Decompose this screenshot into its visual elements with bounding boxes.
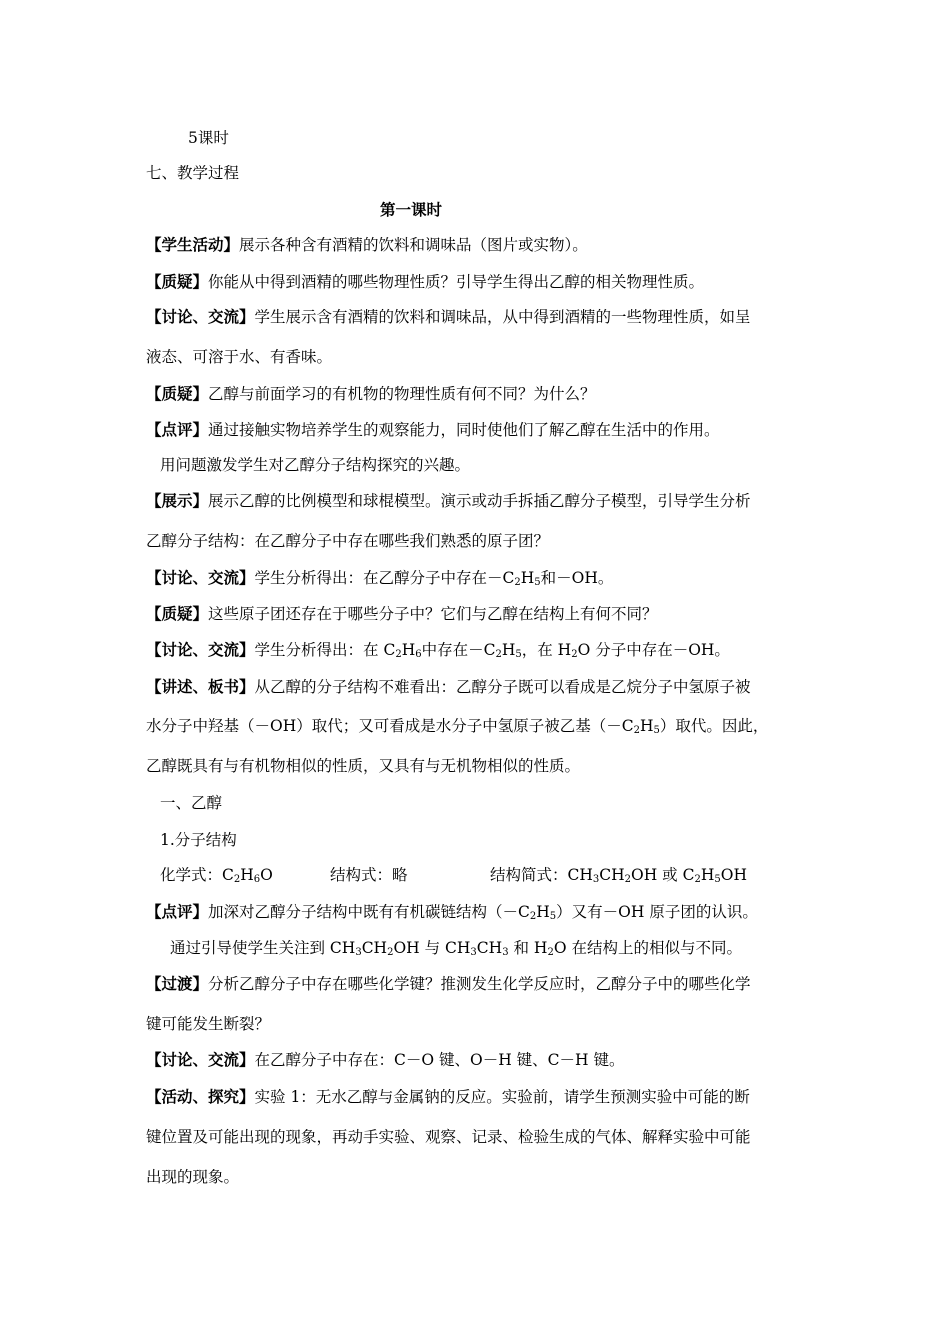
structural-formula: 结构式：略: [330, 866, 408, 884]
paragraph-tag: 【活动、探究】: [146, 1087, 255, 1106]
simplified-structural-formula: [490, 865, 790, 885]
paragraph: [146, 1050, 810, 1070]
paragraph-continuation: 乙醇既具有与有机物相似的性质，又具有与无机物相似的性质。: [146, 757, 581, 775]
subscript: 2: [514, 577, 521, 588]
paragraph: [146, 235, 810, 255]
paragraph: [146, 677, 810, 697]
paragraph-tag: 【点评】: [146, 420, 209, 439]
subscript: 2: [624, 874, 632, 885]
paragraph-text: 和－OH。: [540, 569, 614, 587]
paragraph-text: H: [520, 569, 535, 587]
paragraph-text: 学生分析得出：在乙醇分子中存在－C: [254, 569, 515, 587]
subscript: 2: [495, 649, 502, 660]
subscript: 5: [714, 874, 721, 885]
paragraph-text: ）又有－OH 原子团的认识。: [556, 903, 758, 921]
chemical-formula: O: [260, 866, 273, 884]
paragraph-text: 和 H: [508, 939, 548, 957]
subscript: 3: [470, 947, 477, 958]
paragraph-text: H: [501, 641, 516, 659]
paragraph-continuation: [146, 716, 810, 736]
paragraph-continuation: [170, 938, 834, 958]
lesson-title: 第一课时: [379, 200, 442, 219]
paragraph-text: H: [536, 903, 550, 921]
paragraph: [146, 420, 810, 440]
paragraph-text: ）取代。因此，: [659, 717, 769, 735]
paragraph-tag: 【讨论、交流】: [146, 568, 255, 587]
paragraph: [146, 604, 810, 624]
paragraph: [146, 384, 810, 404]
paragraph-text: 通过接触实物培养学生的观察能力，同时使他们了解乙醇在生活中的作用。: [208, 421, 720, 439]
paragraph-text: ，在 H: [521, 641, 572, 659]
paragraph-tag: 【质疑】: [146, 272, 209, 291]
subscript: 2: [547, 947, 554, 958]
paragraph-continuation: 乙醇分子结构：在乙醇分子中存在哪些我们熟悉的原子团？: [146, 532, 550, 550]
subscript: 2: [571, 649, 578, 660]
paragraph-text: 实验 1：无水乙醇与金属钠的反应。实验前，请学生预测实验中可能的断: [254, 1088, 750, 1106]
subscript: 3: [355, 947, 362, 958]
paragraph-text: H: [639, 717, 654, 735]
paragraph-tag: 【过渡】: [146, 974, 209, 993]
paragraph-tag: 【质疑】: [146, 384, 209, 403]
paragraph-text: 中存在－C: [421, 641, 496, 659]
paragraph: [146, 640, 810, 660]
subscript: 2: [529, 911, 537, 922]
paragraph-text: H: [401, 641, 416, 659]
paragraph-tag: 【点评】: [146, 902, 209, 921]
paragraph-text: 展示各种含有酒精的饮料和调味品（图片或实物）。: [239, 236, 588, 254]
section-heading-ethanol: 一、乙醇: [160, 794, 223, 812]
subscript: 3: [592, 874, 600, 885]
paragraph-text: 你能从中得到酒精的哪些物理性质？引导学生得出乙醇的相关物理性质。: [208, 273, 705, 291]
paragraph-text: O 分子中存在－OH。: [577, 641, 730, 659]
paragraph-tag: 【质疑】: [146, 604, 209, 623]
chemical-formula: H: [240, 866, 254, 884]
paragraph-text: 加深对乙醇分子结构中既有有机碳链结构（－C: [208, 903, 530, 921]
subscript: 2: [387, 947, 394, 958]
paragraph-continuation: 键位置及可能出现的现象，再动手实验、观察、记录、检验生成的气体、解释实验中可能: [146, 1128, 751, 1146]
paragraph-tag: 【讲述、板书】: [146, 677, 255, 696]
paragraph-text: 学生分析得出：在 C: [254, 641, 396, 659]
paragraph-tag: 【讨论、交流】: [146, 307, 255, 326]
formula-text: CH: [599, 866, 625, 884]
chemical-formula: 化学式：C: [160, 866, 234, 884]
paragraph-continuation: 液态、可溶于水、有香味。: [146, 348, 333, 366]
subscript: 5: [549, 911, 557, 922]
formula-text: OH: [720, 866, 747, 884]
subscript: 5: [653, 725, 660, 736]
paragraph: [146, 1087, 810, 1107]
class-hours: 5课时: [188, 129, 229, 147]
subscript: 2: [633, 725, 640, 736]
paragraph-text: 从乙醇的分子结构不难看出：乙醇分子既可以看成是乙烷分子中氢原子被: [254, 678, 751, 696]
formula-text: H: [700, 866, 715, 884]
paragraph-text: 乙醇与前面学习的有机物的物理性质有何不同？为什么？: [208, 385, 596, 403]
paragraph-text: 展示乙醇的比例模型和球棍模型。演示或动手拆插乙醇分子模型，引导学生分析: [208, 492, 751, 510]
paragraph-tag: 【讨论、交流】: [146, 1050, 255, 1069]
subscript: 6: [415, 649, 422, 660]
subsection-heading-structure: 1.分子结构: [160, 831, 237, 849]
paragraph-text: CH: [476, 939, 503, 957]
paragraph-tag: 【讨论、交流】: [146, 640, 255, 659]
paragraph-text: OH 与 CH: [393, 939, 471, 957]
paragraph: [146, 568, 810, 588]
paragraph: [146, 307, 810, 327]
section-heading-process: 七、教学过程: [146, 164, 240, 182]
paragraph: [146, 272, 810, 292]
paragraph-tag: 【展示】: [146, 491, 209, 510]
formula-text: OH 或 C: [631, 866, 695, 884]
paragraph-text: 通过引导使学生关注到 CH: [170, 939, 356, 957]
paragraph-continuation: 键可能发生断裂？: [146, 1015, 271, 1033]
subscript: 5: [515, 649, 522, 660]
formula-text: 结构简式：CH: [490, 866, 593, 884]
subscript: 2: [395, 649, 402, 660]
subscript: 5: [534, 577, 541, 588]
paragraph: [146, 491, 810, 511]
subscript: 3: [502, 947, 509, 958]
paragraph-text: 在乙醇分子中存在：C－O 键、O－H 键、C－H 键。: [254, 1051, 625, 1069]
paragraph-text: 分析乙醇分子中存在哪些化学键？推测发生化学反应时，乙醇分子中的哪些化学: [208, 975, 751, 993]
paragraph-tag: 【学生活动】: [146, 235, 240, 254]
paragraph: [146, 974, 810, 994]
subscript: 2: [694, 874, 701, 885]
paragraph-text: O 在结构上的相似与不同。: [553, 939, 742, 957]
subscript: 6: [253, 874, 261, 885]
paragraph-text: 学生展示含有酒精的饮料和调味品，从中得到酒精的一些物理性质，如呈: [254, 308, 751, 326]
subscript: 2: [233, 874, 241, 885]
paragraph-continuation: 用问题激发学生对乙醇分子结构探究的兴趣。: [160, 456, 471, 474]
paragraph-text: 这些原子团还存在于哪些分子中？它们与乙醇在结构上有何不同？: [208, 605, 658, 623]
paragraph: [146, 902, 810, 922]
paragraph-text: CH: [361, 939, 388, 957]
paragraph-text: 水分子中羟基（－OH）取代；又可看成是水分子中氢原子被乙基（－C: [146, 717, 634, 735]
paragraph-continuation: 出现的现象。: [146, 1168, 240, 1186]
